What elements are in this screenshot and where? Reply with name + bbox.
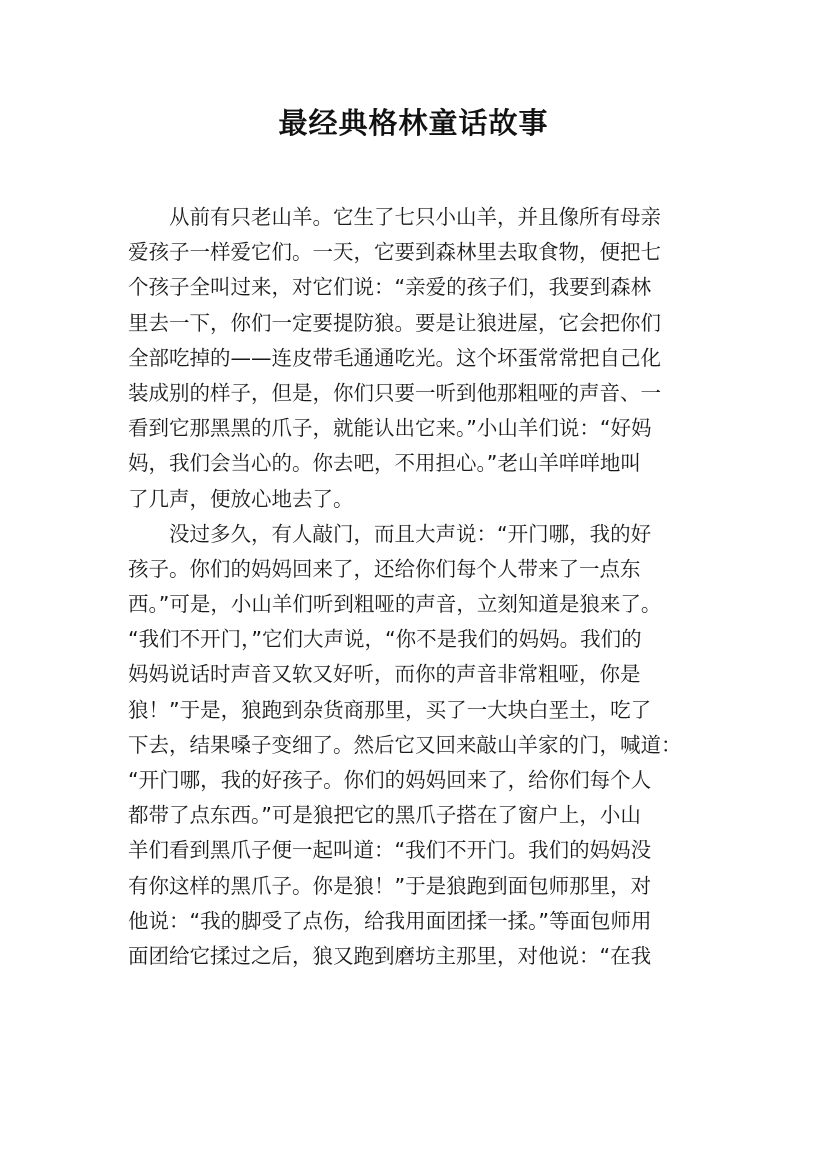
text-line: 装成别的样子，但是，你们只要一听到他那粗哑的声音、一	[128, 380, 661, 405]
text-line: 下去，结果嗓子变细了。然后它又回来敲山羊家的门，喊道：	[128, 732, 682, 757]
document-title: 最经典格林童话故事	[278, 106, 549, 140]
text-line: 妈，我们会当心的。你去吧，不用担心。”老山羊咩咩地叫	[128, 451, 641, 476]
text-line: 没过多久，有人敲门，而且大声说：“开门哪，我的好	[128, 521, 652, 546]
text-line: 羊们看到黑爪子便一起叫道：“我们不开门。我们的妈妈没	[128, 838, 652, 863]
text-line: “我们不开门，”它们大声说，“你不是我们的妈妈。我们的	[128, 627, 642, 652]
text-line: 西。”可是，小山羊们听到粗哑的声音，立刻知道是狼来了。	[128, 592, 662, 617]
text-line: “开门哪，我的好孩子。你们的妈妈回来了，给你们每个人	[128, 768, 652, 792]
text-line: 狼！”于是，狼跑到杂货商那里，买了一大块白垩土，吃了	[128, 697, 652, 722]
text-line: 他说：“我的脚受了点伤，给我用面团揉一揉。”等面包师用	[128, 908, 652, 933]
text-line: 个孩子全叫过来，对它们说：“亲爱的孩子们，我要到森林	[128, 275, 652, 300]
text-line: 里去一下，你们一定要提防狼。要是让狼进屋，它会把你们	[128, 310, 661, 335]
text-line: 爱孩子一样爱它们。一天，它要到森林里去取食物，便把七	[128, 240, 661, 265]
text-line: 孩子。你们的妈妈回来了，还给你们每个人带来了一点东	[128, 556, 641, 581]
text-line: 全部吃掉的——连皮带毛通通吃光。这个坏蛋常常把自己化	[128, 345, 661, 370]
text-line: 有你这样的黑爪子。你是狼！”于是狼跑到面包师那里，对	[128, 873, 652, 898]
text-line: 妈妈说话时声音又软又好听，而你的声音非常粗哑，你是	[128, 662, 641, 687]
text-line: 了几声，便放心地去了。	[128, 486, 354, 511]
story-body	[128, 200, 748, 974]
text-line: 都带了点东西。”可是狼把它的黑爪子搭在了窗户上，小山	[128, 803, 641, 828]
text-line: 面团给它揉过之后，狼又跑到磨坊主那里，对他说：“在我	[128, 943, 652, 968]
text-line: 从前有只老山羊。它生了七只小山羊，并且像所有母亲	[128, 205, 661, 229]
text-line: 看到它那黑黑的爪子，就能认出它来。”小山羊们说：“好妈	[128, 416, 652, 441]
